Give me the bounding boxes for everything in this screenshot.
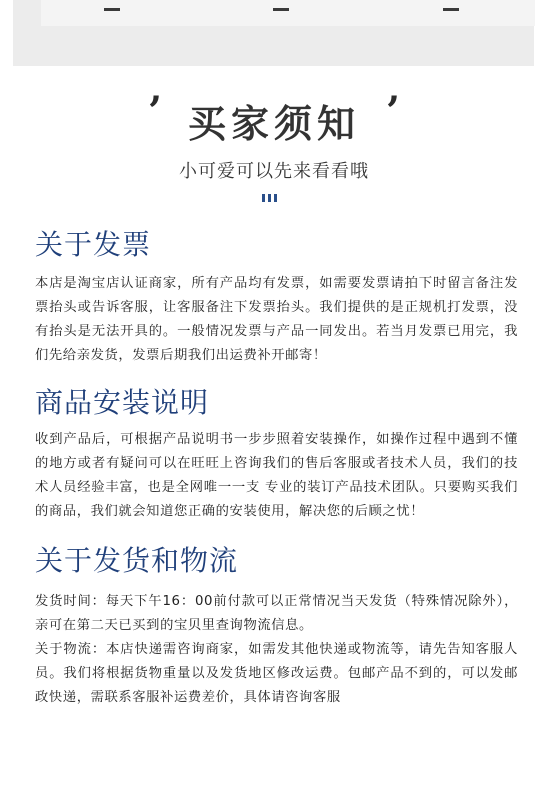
tab-marker-3 (443, 8, 459, 11)
section-body (35, 428, 518, 524)
right-quote-mark: ’ (386, 88, 400, 135)
paragraph-logistics: 关于物流：本店快递需咨询商家，如需发其他快递或物流等，请先告知客服人员。我们将根据货物重量以及发货地区修改运费。包邮产品不到的，可以发邮政快递，需联系客服补运费差价，具体请咨询客服 (35, 642, 518, 705)
divider-dots (262, 194, 284, 202)
section-title: 关于发票 (35, 228, 152, 261)
top-banner (0, 0, 548, 66)
section-body (35, 590, 518, 710)
paragraph: 本店是淘宝店认证商家，所有产品均有发票，如需要发票请拍下时留言备注发票抬头或告诉客服，让客服备注下发票抬头。我们提供的是正规机打发票，没有抬头是无法开具的。一般情况发票与产品一同发出。若当月发票已用完，我们先给亲发货，发票后期我们出运费补开邮寄！ (35, 276, 518, 363)
hero-header (0, 88, 548, 208)
section-title: 关于发货和物流 (35, 544, 239, 577)
left-quote-mark: ’ (148, 88, 162, 135)
page-title: 买家须知 (187, 102, 360, 146)
top-card (13, 0, 534, 66)
page-subtitle: 小可爱可以先来看看哦 (179, 161, 369, 182)
section-title: 商品安装说明 (35, 386, 210, 419)
section-body (35, 272, 518, 368)
paragraph: 收到产品后，可根据产品说明书一步步照着安装操作，如操作过程中遇到不懂的地方或者有疑问可以在旺旺上咨询我们的售后客服或者技术人员，我们的技术人员经验丰富，也是全网唯一一支 专业的装订产品技术团队。只要购买我们的商品，我们就会知道您正确的安装使用，解决您的后顾之忧！ (35, 432, 518, 519)
paragraph-delivery-time: 发货时间：每天下午16：00前付款可以正常情况当天发货（特殊情况除外），亲可在第二天已买到的宝贝里查询物流信息。 (35, 594, 518, 633)
tab-marker-1 (104, 8, 120, 11)
top-card-inner (41, 0, 535, 26)
tab-marker-2 (273, 8, 289, 11)
